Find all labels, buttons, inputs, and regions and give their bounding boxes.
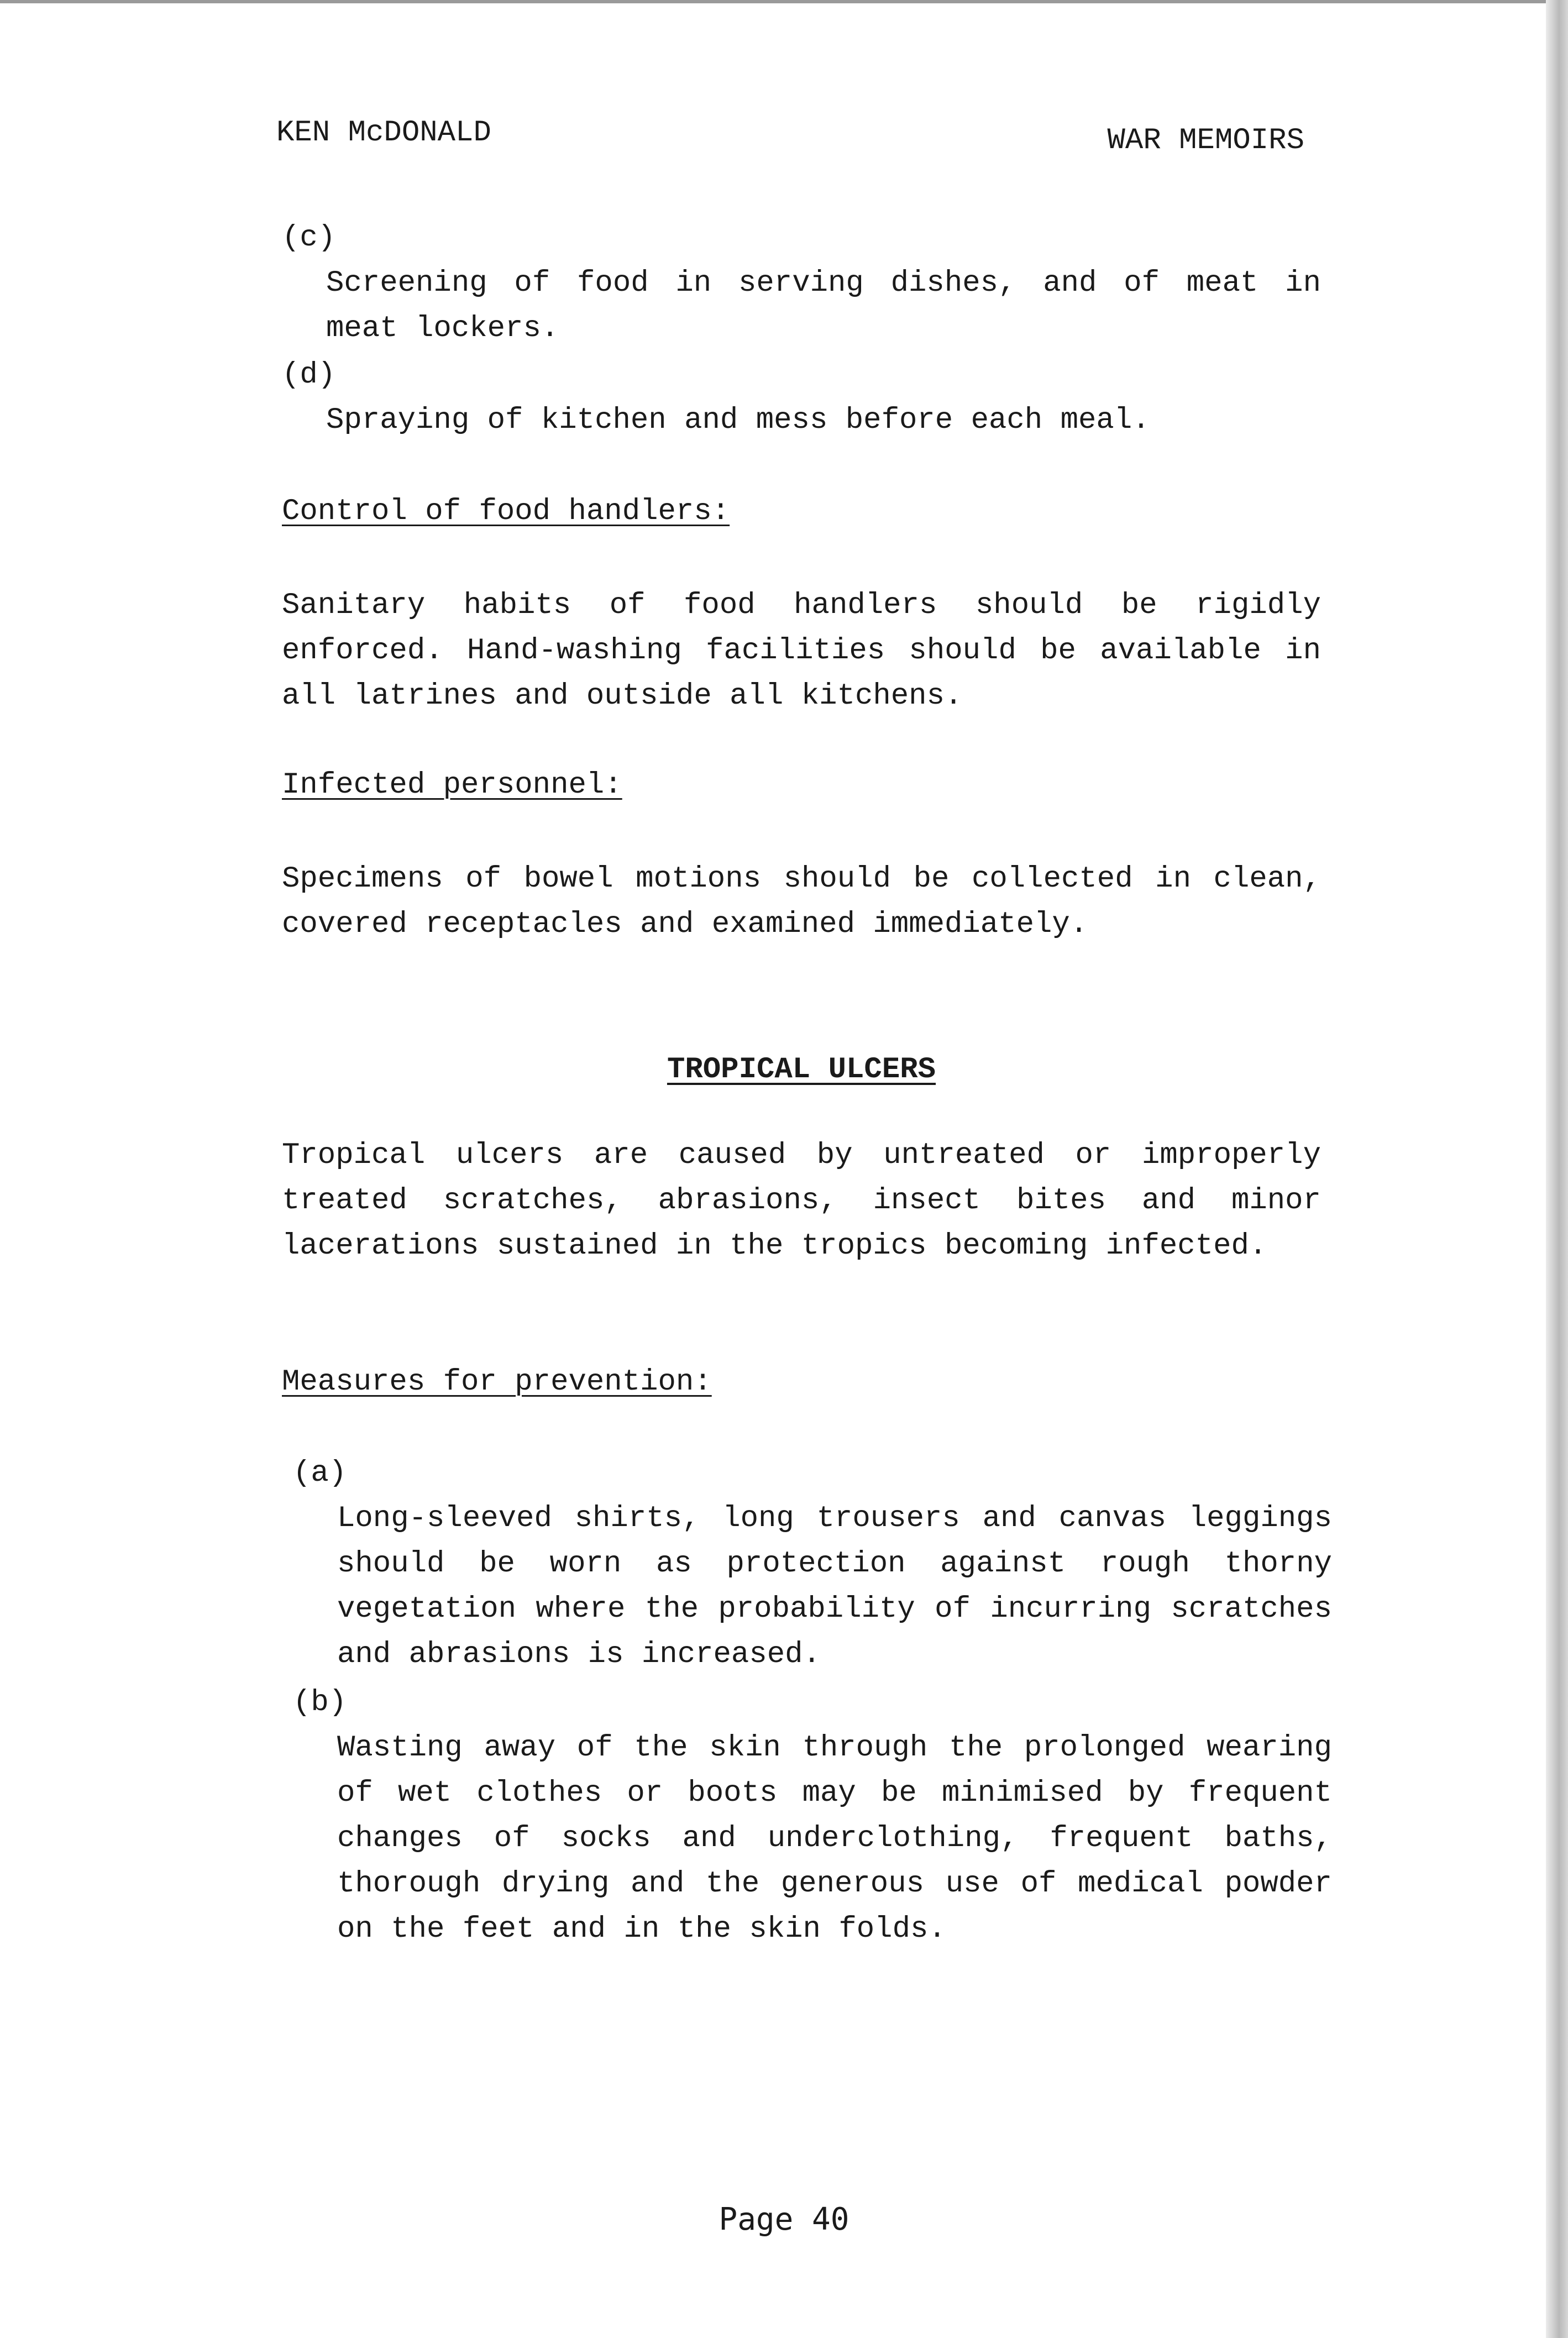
header-title: WAR MEMOIRS: [1107, 124, 1304, 158]
list-item: [293, 1680, 1332, 1952]
scan-top-edge: [0, 0, 1568, 3]
list-item-text: Spraying of kitchen and mess before each meal.: [326, 403, 1150, 437]
chapter-heading: [282, 1047, 1321, 1093]
section-heading: Infected personnel:: [282, 768, 622, 802]
list-item-text: Wasting away of the skin through the prolonged wearing of wet clothes or boots may be minimised by frequent changes of socks and underclothing, frequent baths, thorough drying and the generous use of medical powder on the feet and in the skin folds.: [337, 1731, 1332, 1946]
header-author: KEN McDONALD: [276, 116, 491, 150]
list-item: [293, 1451, 1332, 1678]
section-heading: Control of food handlers:: [282, 495, 730, 528]
list-item-label: (b): [293, 1686, 347, 1720]
list-item-label: (a): [293, 1456, 347, 1490]
paragraph-tropical-ulcers: Tropical ulcers are caused by untreated or improperly treated scratches, abrasions, insect bites and minor lacerations sustained in the tropics becoming infected.: [282, 1139, 1321, 1263]
scan-right-edge: [1546, 0, 1568, 2338]
running-header: [276, 111, 1304, 160]
paragraph-food-handlers: Sanitary habits of food handlers should be rigidly enforced. Hand-washing facilities should be available in all latrines and outside all kitchens.: [282, 589, 1321, 713]
list-item: [282, 216, 1321, 352]
section-heading: Measures for prevention:: [282, 1365, 712, 1399]
list-item-text: Screening of food in serving dishes, and of meat in meat lockers.: [326, 266, 1321, 345]
list-item-label: (c): [282, 221, 336, 255]
section-infected-personnel: [282, 763, 1321, 808]
paragraph-infected-personnel: Specimens of bowel motions should be collected in clean, covered receptacles and examined immediately.: [282, 862, 1321, 941]
list-item-label: (d): [282, 358, 336, 392]
section-food-handlers: [282, 489, 1321, 534]
list-item: [282, 353, 1321, 443]
list-item-text: Long-sleeved shirts, long trousers and canvas leggings should be worn as protection against rough thorny vegetation where the probability of incurring scratches and abrasions is increased.: [337, 1502, 1332, 1671]
page-number: Page 40: [719, 2201, 849, 2237]
chapter-title: TROPICAL ULCERS: [667, 1053, 936, 1087]
section-prevention: [282, 1360, 1321, 1405]
